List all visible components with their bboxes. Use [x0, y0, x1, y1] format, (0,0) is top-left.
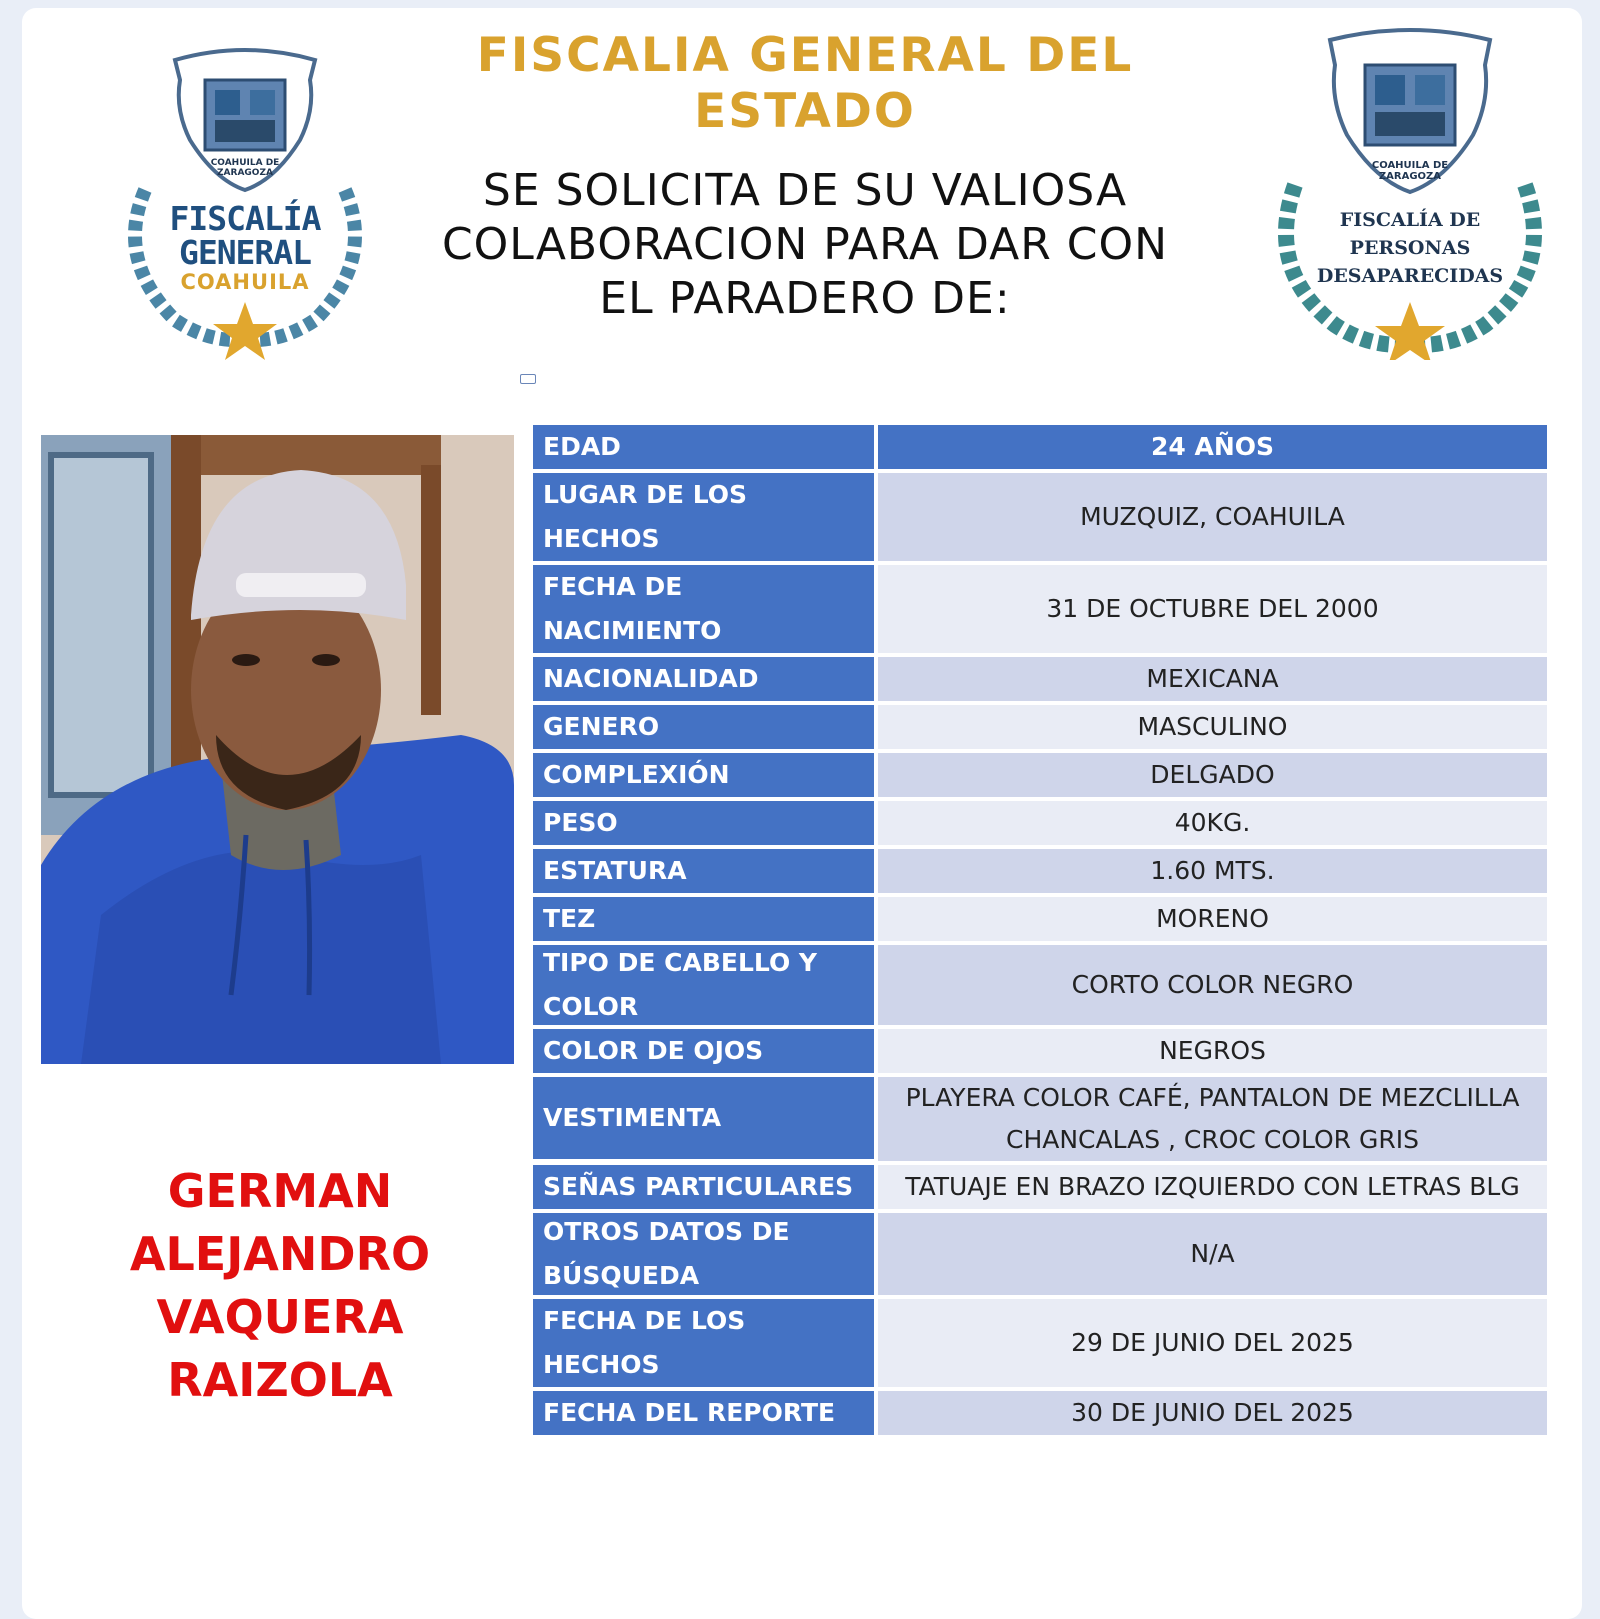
value-edad: 24 AÑOS [878, 425, 1547, 469]
table-row-peso [533, 801, 1547, 845]
name-line1: GERMAN [167, 1164, 393, 1218]
personas-desaparecidas-seal [1265, 20, 1555, 360]
table-row-tez [533, 897, 1547, 941]
name-line3: VAQUERA [156, 1290, 404, 1344]
title-line1: FISCALIA GENERAL DEL [476, 28, 1134, 83]
label-tez: TEZ [533, 897, 874, 941]
person-photo-illustration [41, 435, 514, 1064]
seal-left-line3: COAHUILA [180, 270, 310, 294]
label-vestimenta: VESTIMENTA [533, 1077, 874, 1159]
value-peso: 40KG. [878, 801, 1547, 845]
missing-person-photo [41, 435, 514, 1064]
value-ojos: NEGROS [878, 1029, 1547, 1073]
label-ojos: COLOR DE OJOS [533, 1029, 874, 1073]
label-lugar: LUGAR DE LOS HECHOS [533, 473, 874, 561]
details-table [533, 425, 1547, 1439]
value-genero: MASCULINO [878, 705, 1547, 749]
name-line4: RAIZOLA [167, 1353, 393, 1407]
table-row-senas [533, 1165, 1547, 1209]
table-row-genero [533, 705, 1547, 749]
label-nacionalidad: NACIONALIDAD [533, 657, 874, 701]
value-fecha-reporte: 30 DE JUNIO DEL 2025 [878, 1391, 1547, 1435]
table-row-estatura [533, 849, 1547, 893]
seal-left-arc-text: COAHUILA DE ZARAGOZA [210, 158, 280, 178]
table-row-fecha-reporte [533, 1391, 1547, 1435]
label-complexion: COMPLEXIÓN [533, 753, 874, 797]
fiscalia-general-seal [115, 40, 375, 360]
image-placeholder-icon [520, 374, 536, 384]
table-row-vestimenta [533, 1077, 1547, 1161]
value-vestimenta: PLAYERA COLOR CAFÉ, PANTALON DE MEZCLILLA CHANCALAS , CROC COLOR GRIS [878, 1077, 1547, 1161]
value-tez: MORENO [878, 897, 1547, 941]
label-genero: GENERO [533, 705, 874, 749]
label-edad: EDAD [533, 425, 874, 469]
seal-emblem-icon [1265, 20, 1555, 360]
seal-right-line2: PERSONAS [1349, 237, 1471, 259]
value-senas: TATUAJE EN BRAZO IZQUIERDO CON LETRAS BLG [878, 1165, 1547, 1209]
missing-person-name [40, 1160, 520, 1412]
table-row-cabello [533, 945, 1547, 1025]
table-row-lugar [533, 473, 1547, 561]
seal-left-line1: FISCALÍA [169, 199, 321, 238]
name-line2: ALEJANDRO [129, 1227, 431, 1281]
value-estatura: 1.60 MTS. [878, 849, 1547, 893]
label-senas: SEÑAS PARTICULARES [533, 1165, 874, 1209]
table-row-edad [533, 425, 1547, 469]
seal-left-line2: GENERAL [178, 233, 312, 272]
label-fecha-hechos: FECHA DE LOS HECHOS [533, 1299, 874, 1387]
subtitle-line3: EL PARADERO DE: [599, 273, 1011, 324]
seal-right-line3: DESAPARECIDAS [1316, 265, 1504, 287]
table-row-nacionalidad [533, 657, 1547, 701]
value-otros-datos: N/A [878, 1213, 1547, 1295]
label-cabello: TIPO DE CABELLO Y COLOR [533, 945, 874, 1025]
value-fecha-nacimiento: 31 DE OCTUBRE DEL 2000 [878, 565, 1547, 653]
seal-right-line1: FISCALÍA DE [1339, 209, 1481, 231]
label-otros-datos: OTROS DATOS DE BÚSQUEDA [533, 1213, 874, 1295]
value-lugar: MUZQUIZ, COAHUILA [878, 473, 1547, 561]
label-fecha-reporte: FECHA DEL REPORTE [533, 1391, 874, 1435]
value-complexion: DELGADO [878, 753, 1547, 797]
label-fecha-nacimiento: FECHA DE NACIMIENTO [533, 565, 874, 653]
table-row-ojos [533, 1029, 1547, 1073]
subtitle-line1: SE SOLICITA DE SU VALIOSA [482, 165, 1128, 216]
label-estatura: ESTATURA [533, 849, 874, 893]
seal-left-text [115, 199, 375, 294]
table-row-fecha-hechos [533, 1299, 1547, 1387]
subtitle-line2: COLABORACION PARA DAR CON [441, 219, 1169, 270]
table-row-fecha-nacimiento [533, 565, 1547, 653]
value-cabello: CORTO COLOR NEGRO [878, 945, 1547, 1025]
seal-right-text [1265, 206, 1555, 290]
value-fecha-hechos: 29 DE JUNIO DEL 2025 [878, 1299, 1547, 1387]
seal-right-arc-text: COAHUILA DE ZARAGOZA [1371, 160, 1449, 182]
title-line2: ESTADO [694, 84, 916, 139]
value-nacionalidad: MEXICANA [878, 657, 1547, 701]
table-row-otros-datos [533, 1213, 1547, 1295]
request-subtitle [410, 164, 1200, 326]
label-peso: PESO [533, 801, 874, 845]
table-row-complexion [533, 753, 1547, 797]
agency-title [420, 28, 1190, 140]
